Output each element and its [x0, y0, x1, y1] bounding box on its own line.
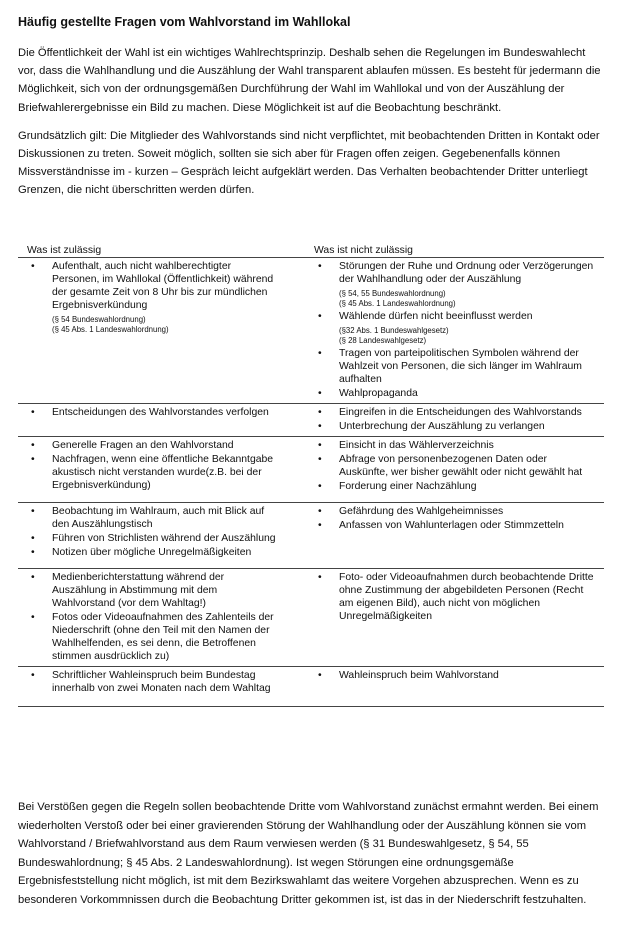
document-page: [18, 14, 606, 210]
page-title: Häufig gestellte Fragen vom Wahlvorstand im Wahllokal: [18, 15, 351, 29]
list-item: [18, 571, 305, 610]
bullet-list: [305, 260, 604, 400]
list-item: [18, 505, 305, 531]
list-item-text: Wählende dürfen nicht beeinflusst werden: [339, 311, 533, 322]
table-header-row: [18, 245, 604, 258]
table-row: [18, 404, 604, 437]
list-item: [305, 387, 604, 400]
list-item-text: Generelle Fragen an den Wahlvorstand: [52, 440, 234, 451]
legal-reference: (§ 54, 55 Bundeswahlordnung): [339, 289, 446, 298]
table-row: [18, 437, 604, 503]
cell-not-allowed: [305, 437, 604, 503]
list-item: [305, 439, 604, 452]
table-row: [18, 258, 604, 404]
legal-reference: (§ 45 Abs. 1 Landeswahlordnung): [339, 299, 456, 308]
cell-allowed: [18, 569, 305, 667]
list-item-text: Störungen der Ruhe und Ordnung oder Verzögerungen der Wahlhandlung oder der Auszählung: [339, 261, 594, 285]
bullet-list: [305, 505, 604, 532]
list-item-text: Notizen über mögliche Unregelmäßigkeiten: [52, 547, 252, 558]
list-item-text: Beobachtung im Wahlraum, auch mit Blick auf den Auszählungstisch: [52, 506, 265, 530]
list-item: [18, 439, 305, 452]
list-item: [305, 480, 604, 493]
table-row: [18, 569, 604, 667]
list-item: [305, 571, 604, 623]
list-item-text: Eingreifen in die Entscheidungen des Wahlvorstands: [339, 407, 582, 418]
list-item-text: Tragen von parteipolitischen Symbolen während der Wahlzeit von Personen, die sich länger im Wahlraum aufhalten: [339, 348, 582, 385]
legal-reference: (§ 54 Bundeswahlordnung): [52, 315, 146, 324]
list-item: [18, 546, 305, 559]
cell-not-allowed: [305, 404, 604, 437]
rules-paragraph: Grundsätzlich gilt: Die Mitglieder des Wahlvorstands sind nicht verpflichtet, mit beobachtenden Dritten in Kontakt oder Diskussionen zu treten. Soweit möglich, sollten sie sich aber für Fragen offen zeigen. Gegebenenfalls können Missverständnisse im - kurzen – Gespräch leicht aufgeklärt werden. Das Verhalten beobachtender Dritter unterliegt Grenzen, die nicht überschritten werden dürfen.: [18, 129, 600, 197]
list-item-text: Forderung einer Nachzählung: [339, 481, 477, 492]
cell-allowed: [18, 667, 305, 707]
list-item: [305, 453, 604, 479]
bullet-list: [18, 406, 305, 419]
list-item: [305, 310, 604, 346]
list-item-text: Unterbrechung der Auszählung zu verlangen: [339, 421, 545, 432]
list-item: [305, 406, 604, 419]
list-item: [18, 611, 305, 663]
rules-table: [18, 245, 604, 707]
list-item: [305, 420, 604, 433]
list-item-text: Wahleinspruch beim Wahlvorstand: [339, 670, 499, 681]
legal-reference: (§ 28 Landeswahlgesetz): [339, 336, 427, 345]
cell-allowed: [18, 503, 305, 569]
cell-not-allowed: [305, 667, 604, 707]
cell-not-allowed: [305, 258, 604, 404]
table-row: [18, 667, 604, 707]
bullet-list: [305, 571, 604, 623]
intro-paragraph: Die Öffentlichkeit der Wahl ist ein wichtiges Wahlrechtsprinzip. Deshalb sehen die Regelungen im Bundeswahlecht vor, dass die Wahlhandlung und die Auszählung der Wahl transparent ablaufen müssen. Es besteht für jedermann die Möglichkeit, sich von der ordnungsgemäßen Durchführung der Wahl im Wahllokal und von der Auszählung der Briefwahlerergebnisse ein Bild zu machen. Diese Möglichkeit ist auf die Beobachtung beschränkt.: [18, 47, 601, 114]
table-body: [18, 258, 604, 707]
bullet-list: [305, 669, 604, 682]
list-item: [18, 669, 305, 695]
list-item: [18, 532, 305, 545]
list-item-text: Fotos oder Videoaufnahmen des Zahlenteils der Niederschrift (ohne den Teil mit den Namen der Wahlhelfenden, es sei denn, die Betroffenen stimmen ausdrücklich zu): [52, 612, 274, 662]
list-item: [18, 453, 305, 492]
list-item-text: Gefährdung des Wahlgeheimnisses: [339, 506, 504, 517]
list-item-text: Einsicht in das Wählerverzeichnis: [339, 440, 494, 451]
list-item: [305, 347, 604, 386]
list-item-text: Wahlpropaganda: [339, 388, 418, 399]
legal-reference: (§ 45 Abs. 1 Landeswahlordnung): [52, 325, 169, 334]
header-not-allowed: Was ist nicht zulässig: [314, 245, 413, 256]
list-item-text: Schriftlicher Wahleinspruch beim Bundestag innerhalb von zwei Monaten nach dem Wahltag: [52, 670, 271, 694]
list-item-text: Nachfragen, wenn eine öffentliche Bekanntgabe akustisch nicht verstanden wurde(z.B. bei der Ergebnisverkündung): [52, 454, 274, 491]
list-item: [305, 519, 604, 532]
bullet-list: [18, 260, 305, 335]
closing-section: [18, 798, 606, 920]
bullet-list: [305, 406, 604, 433]
list-item-text: Aufenthalt, auch nicht wahlberechtigter Personen, im Wahllokal (Öffentlichkeit) während der gesamte Zeit von 8 Uhr bis zur mündlichen Ergebnisverkündung: [52, 261, 274, 311]
list-item: [305, 669, 604, 682]
list-item-text: Entscheidungen des Wahlvorstandes verfolgen: [52, 407, 269, 418]
list-item-text: Abfrage von personenbezogenen Daten oder Auskünfte, wer bisher gewählt oder nicht gewählt hat: [339, 454, 583, 478]
list-item-text: Anfassen von Wahlunterlagen oder Stimmzetteln: [339, 520, 564, 531]
bullet-list: [18, 439, 305, 492]
list-item: [18, 260, 305, 335]
table-row: [18, 503, 604, 569]
header-allowed: Was ist zulässig: [27, 245, 102, 256]
cell-allowed: [18, 258, 305, 404]
cell-not-allowed: [305, 569, 604, 667]
legal-reference: (§32 Abs. 1 Bundeswahlgesetz): [339, 326, 449, 335]
cell-allowed: [18, 404, 305, 437]
list-item-text: Medienberichterstattung während der Auszählung in Abstimmung mit dem Wahlvorstand (vor dem Wahltag!): [52, 572, 225, 609]
list-item-text: Foto- oder Videoaufnahmen durch beobachtende Dritte ohne Zustimmung der abgebildeten Personen (Recht am eigenen Bild), auch nicht von möglichen Unregelmäßigkeiten: [339, 572, 594, 622]
bullet-list: [305, 439, 604, 493]
cell-allowed: [18, 437, 305, 503]
bullet-list: [18, 669, 305, 695]
list-item: [305, 505, 604, 518]
closing-paragraph: Bei Verstößen gegen die Regeln sollen beobachtende Dritte vom Wahlvorstand zunächst ermahnt werden. Bei einem wiederholten Verstoß oder bei einer gravierenden Störung der Wahlhandlung oder der Auszählung können sie vom Wahlvorstand / Briefwahlvorstand aus dem Raum verwiesen werden (§ 31 Bundeswahlgesetz, § 54, 55 Bundeswahlordnung; § 45 Abs. 2 Landeswahlordnung). Ist wegen Störungen eine ordnungsgemäße Ergebnisfeststellung nicht möglich, ist mit dem Bezirkswahlamt das weitere Vorgehen abzusprechen. Wenn es zu besonderen Vorkommnissen durch die Beobachtung Dritter gekommen ist, ist das in der Niederschrift festzuhalten.: [18, 801, 599, 906]
bullet-list: [18, 505, 305, 559]
list-item-text: Führen von Strichlisten während der Auszählung: [52, 533, 276, 544]
bullet-list: [18, 571, 305, 663]
list-item: [18, 406, 305, 419]
list-item: [305, 260, 604, 309]
cell-not-allowed: [305, 503, 604, 569]
